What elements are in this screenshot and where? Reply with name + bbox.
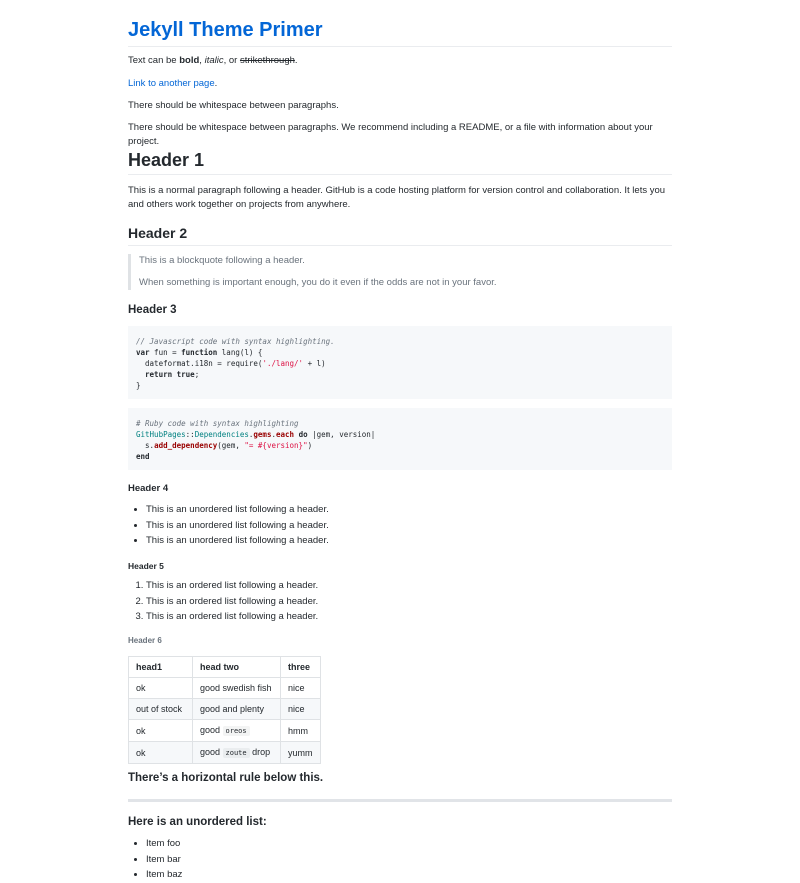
table-cell (193, 720, 281, 742)
list-item: • Item baz (146, 867, 690, 883)
horizontal-rule (128, 799, 672, 802)
rb-string: "= #{version}" (244, 441, 308, 450)
rb-method-add-dependency: add_dependency (154, 441, 218, 450)
header-1-block (128, 148, 672, 175)
list-item: 1. This is an ordered list following a header. (146, 578, 690, 594)
ul2-heading-block (128, 814, 672, 830)
rb-text-4: ) (307, 441, 313, 450)
header-5-block (128, 560, 672, 572)
table-cell: good swedish fish (193, 678, 281, 699)
ruby-code-block (128, 408, 672, 470)
bold-text: bold (179, 55, 200, 66)
rb-method-each: each (275, 430, 295, 439)
inline-code: zoute (223, 748, 250, 758)
italic-text: italic (204, 55, 224, 66)
rb-kw-end: end (136, 452, 150, 461)
data-table (128, 656, 321, 764)
readme-paragraph: There should be whitespace between paragraphs. We recommend including a README, or a file with information about your project. (128, 122, 653, 147)
js-kw-return: return (145, 370, 173, 379)
table-cell (193, 742, 281, 764)
js-kw-var: var (136, 348, 150, 357)
header-6: Header 6 (128, 636, 162, 645)
js-text-5: ; (194, 370, 200, 379)
hr-heading-block (128, 770, 672, 786)
js-close-brace: } (136, 381, 141, 390)
list-item: • This is an unordered list following a header. (146, 502, 690, 518)
strikethrough-text: strikethrough (239, 55, 295, 66)
link-paragraph (128, 77, 672, 91)
header-5: Header 5 (128, 561, 164, 571)
js-text-2: lang(l) { (217, 348, 263, 357)
link-suffix: . (214, 78, 218, 89)
rb-dot-1: . (248, 430, 254, 439)
unordered-list-heading: Here is an unordered list: (128, 816, 267, 828)
table-cell: yumm (281, 742, 321, 764)
intro-sep1: , (199, 55, 205, 66)
header-3-block (128, 302, 672, 318)
intro-prefix: Text can be (128, 55, 180, 66)
rb-ns-1: GitHubPages (136, 430, 186, 439)
rb-ns-2: Dependencies (194, 430, 249, 439)
table-cell: out of stock (129, 699, 193, 720)
javascript-code-block (128, 326, 672, 399)
rb-text-1: |gem, version| (307, 430, 376, 439)
list-item: 2. This is an ordered list following a header. (146, 594, 690, 610)
item-list (128, 836, 690, 883)
header-2-block (128, 223, 672, 246)
header-4-block (128, 482, 672, 496)
rb-text-3: (gem, (217, 441, 245, 450)
table-header-cell: head1 (129, 657, 193, 678)
table-cell: ok (129, 720, 193, 742)
header-2: Header 2 (128, 223, 672, 246)
table-cell: ok (129, 678, 193, 699)
intro-suffix: . (294, 55, 298, 66)
js-string: './lang/' (262, 359, 304, 368)
rb-text-2: s. (136, 441, 155, 450)
table-row (129, 742, 321, 764)
horizontal-rule-heading: There’s a horizontal rule below this. (128, 772, 324, 784)
table-header-row (129, 657, 321, 678)
intro-paragraph (128, 54, 672, 68)
header-1: Header 1 (128, 148, 672, 175)
rb-sep: :: (185, 430, 195, 439)
js-comment: // Javascript code with syntax highlighting. (136, 337, 335, 346)
list-item: • This is an unordered list following a header. (146, 533, 690, 549)
header-4: Header 4 (128, 483, 169, 494)
table-header-cell: three (281, 657, 321, 678)
table-cell: good and plenty (193, 699, 281, 720)
table-cell: ok (129, 742, 193, 764)
blockquote (128, 254, 672, 290)
js-text-3: dateformat.i18n = require( (136, 359, 263, 368)
table-cell: hmm (281, 720, 321, 742)
header-6-block (128, 635, 672, 647)
header-3: Header 3 (128, 304, 177, 316)
rb-kw-do: do (298, 430, 308, 439)
cell-suffix: drop (249, 747, 271, 757)
unordered-list (128, 502, 690, 549)
inline-code: oreos (223, 726, 250, 736)
blockquote-line-2: When something is important enough, you do it even if the odds are not in your favor. (139, 277, 497, 288)
table-row (129, 720, 321, 742)
js-kw-function: function (181, 348, 218, 357)
intro-sep2: , or (223, 55, 240, 66)
table-cell: nice (281, 699, 321, 720)
site-title[interactable]: Jekyll Theme Primer (128, 16, 672, 47)
list-item: • Item foo (146, 836, 690, 852)
rb-method-gems: gems (253, 430, 272, 439)
table-cell: nice (281, 678, 321, 699)
rb-dot-2: . (271, 430, 276, 439)
list-item: 3. This is an ordered list following a header. (146, 609, 690, 625)
table-header-cell: head two (193, 657, 281, 678)
another-page-link[interactable]: Link to another page (128, 78, 215, 89)
cell-text: good (200, 725, 223, 735)
table-row (129, 699, 321, 720)
list-item: • Item bar (146, 852, 690, 868)
cell-text: good (200, 747, 223, 757)
js-text-4: + l) (303, 359, 326, 368)
table-row (129, 678, 321, 699)
header-1-paragraph: This is a normal paragraph following a header. GitHub is a code hosting platform for version control and collaboration. It lets you and others work together on projects from anywhere. (128, 185, 666, 210)
js-text-1: fun = (149, 348, 182, 357)
blockquote-line-1: This is a blockquote following a header. (139, 255, 305, 266)
js-kw-true: true (176, 370, 195, 379)
whitespace-paragraph: There should be whitespace between paragraphs. (128, 100, 339, 111)
list-item: • This is an unordered list following a header. (146, 518, 690, 534)
ordered-list (128, 578, 690, 625)
rb-comment: # Ruby code with syntax highlighting (136, 419, 299, 428)
